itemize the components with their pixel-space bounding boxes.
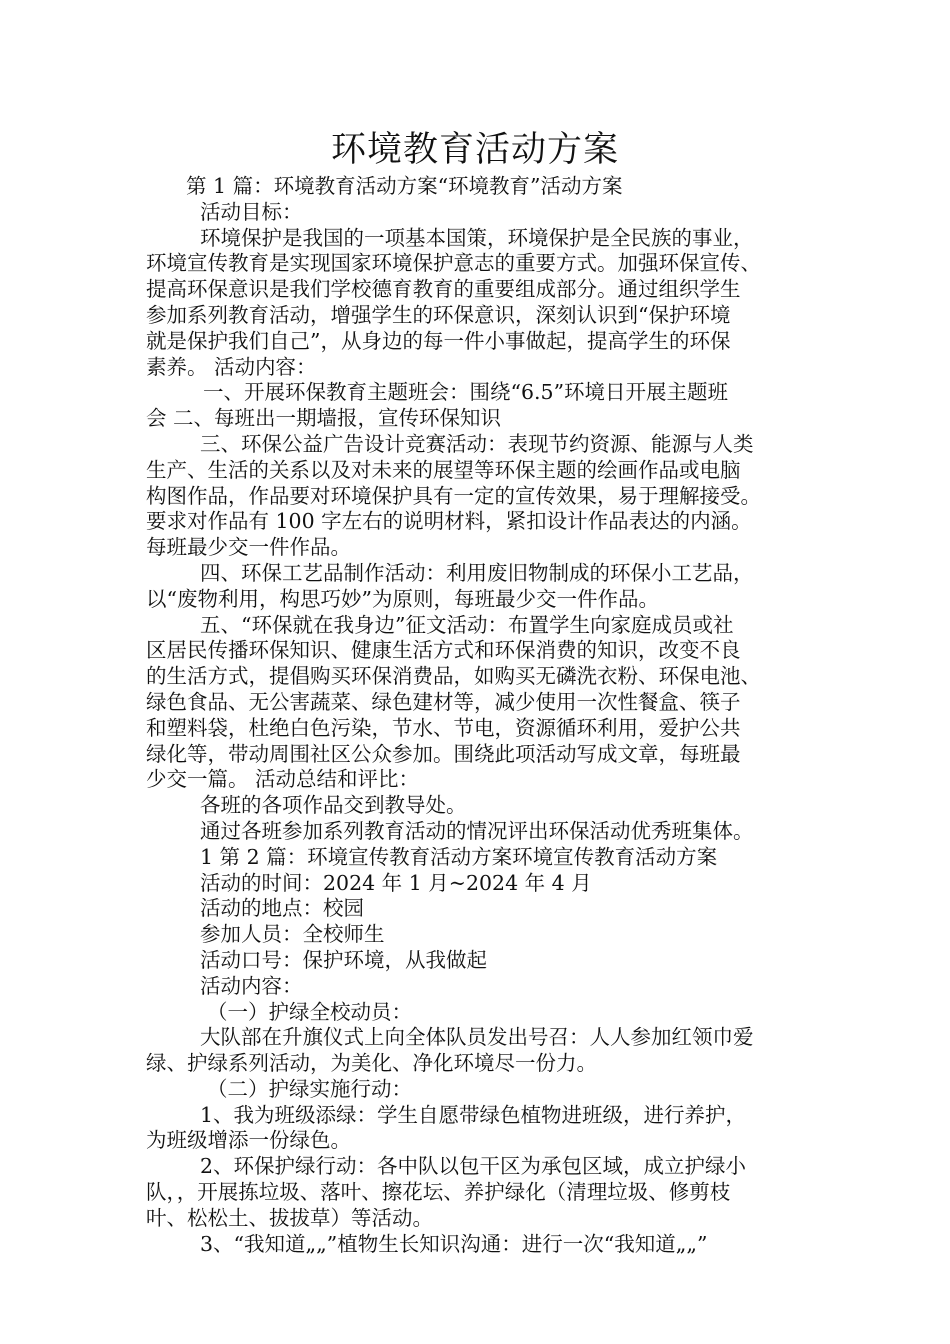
text-line: 活动口号：保护环境，从我做起 (200, 947, 487, 972)
text-line: 各班的各项作品交到教导处。 (200, 793, 467, 818)
document-title: 环境教育活动方案 (330, 130, 619, 170)
text-line: 活动目标： (200, 199, 303, 224)
text-line: 叶、松松土、拔拔草）等活动。 (146, 1205, 433, 1230)
text-line: 第 1 篇：环境教育活动方案“环境教育”活动方案 (186, 174, 623, 198)
text-line: 一、开展环保教育主题班会：围绕“6.5”环境日开展主题班 (203, 380, 729, 405)
text-line: 绿化等，带动周围社区公众参加。围绕此项活动写成文章，每班最 (146, 741, 741, 766)
text-line: 活动内容： (200, 973, 303, 998)
text-line: 2、环保护绿行动：各中队以包干区为承包区域，成立护绿小 (200, 1154, 747, 1179)
text-line: 三、环保公益广告设计竞赛活动：表现节约资源、能源与人类 (200, 431, 754, 456)
text-line: 队，，开展拣垃圾、落叶、擦花坛、养护绿化（清理垃圾、修剪枝 (146, 1180, 731, 1205)
text-line: 1 第 2 篇：环境宣传教育活动方案环境宣传教育活动方案 (200, 844, 718, 869)
text-line: 四、环保工艺品制作活动：利用废旧物制成的环保小工艺品， (200, 560, 754, 585)
text-line: 环境宣传教育是实现国家环境保护意志的重要方式。加强环保宣传、 (146, 251, 761, 276)
text-line: 少交一篇。 活动总结和评比： (146, 767, 420, 792)
text-line: 素养。 活动内容： (146, 354, 317, 379)
text-line: 活动的时间：2024 年 1 月~2024 年 4 月 (200, 870, 592, 895)
text-line: 环境保护是我国的一项基本国策，环境保护是全民族的事业， (200, 225, 754, 250)
text-line: 五、“环保就在我身边”征文活动：布置学生向家庭成员或社 (200, 612, 734, 637)
text-line: （二）护绿实施行动： (207, 1076, 412, 1101)
text-line: 活动的地点：校园 (200, 896, 364, 921)
text-line: 的生活方式，提倡购买环保消费品，如购买无磷洗衣粉、环保电池、 (146, 664, 761, 689)
text-line: 大队部在升旗仪式上向全体队员发出号召：人人参加红领巾爱 (200, 1025, 754, 1050)
text-line: 提高环保意识是我们学校德育教育的重要组成部分。通过组织学生 (146, 277, 741, 302)
text-line: 3、“我知道„„”植物生长知识沟通：进行一次“我知道„„” (200, 1231, 708, 1256)
text-line: 和塑料袋，杜绝白色污染，节水、节电，资源循环利用，爱护公共 (146, 715, 741, 740)
text-line: 绿色食品、无公害蔬菜、绿色建材等，减少使用一次性餐盒、筷子 (146, 689, 741, 714)
text-line: 参加系列教育活动，增强学生的环保意识，深刻认识到“保护环境 (146, 302, 731, 327)
text-line: 为班级增添一份绿色。 (146, 1128, 351, 1153)
text-line: 就是保护我们自己”，从身边的每一件小事做起，提高学生的环保 (146, 328, 731, 353)
text-line: 要求对作品有 100 字左右的说明材料，紧扣设计作品表达的内涵。 (146, 509, 752, 534)
text-line: 区居民传播环保知识、健康生活方式和环保消费的知识，改变不良 (146, 638, 741, 663)
text-line: 1、我为班级添绿：学生自愿带绿色植物进班级，进行养护， (200, 1102, 747, 1127)
text-line: （一）护绿全校动员： (207, 999, 412, 1024)
text-line: 会 二、每班出一期墙报，宣传环保知识 (146, 406, 502, 431)
text-line: 生产、生活的关系以及对未来的展望等环保主题的绘画作品或电脑 (146, 457, 741, 482)
text-line: 以“废物利用，构思巧妙”为原则，每班最少交一件作品。 (146, 586, 659, 611)
text-line: 每班最少交一件作品。 (146, 535, 351, 560)
document-body (146, 174, 834, 1257)
text-line: 通过各班参加系列教育活动的情况评出环保活动优秀班集体。 (200, 818, 754, 843)
text-line: 绿、护绿系列活动，为美化、净化环境尽一份力。 (146, 1051, 597, 1076)
text-line: 参加人员：全校师生 (200, 922, 385, 947)
text-line: 构图作品，作品要对环境保护具有一定的宣传效果，易于理解接受。 (146, 483, 761, 508)
